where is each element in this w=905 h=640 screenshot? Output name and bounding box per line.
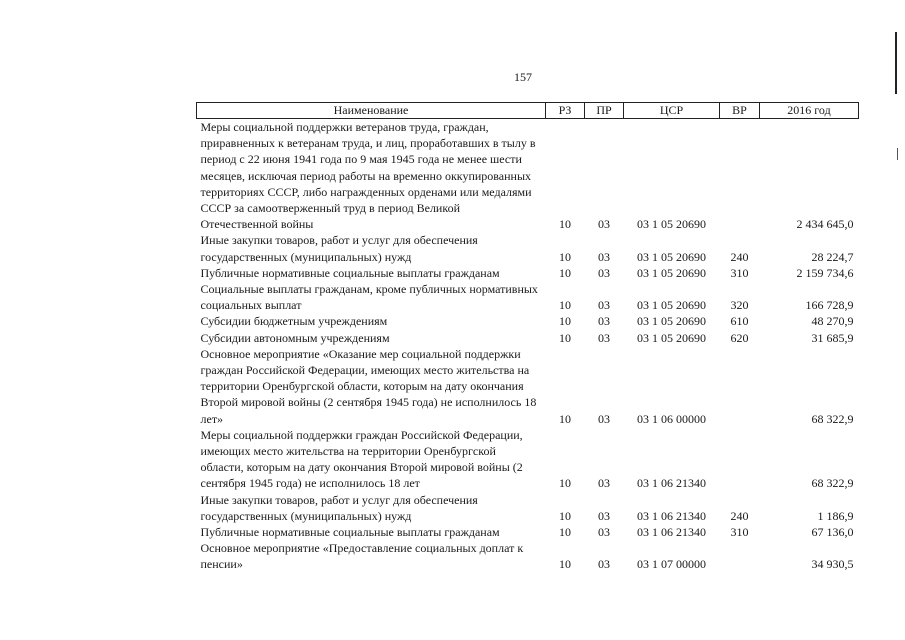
row-value: 166 728,9: [805, 298, 854, 313]
scan-edge-mark-small: [897, 148, 898, 160]
row-value: 1 186,9: [817, 508, 854, 523]
row-name: Публичные нормативные социальные выплаты гражданам: [200, 265, 500, 280]
row-csr: 03 1 05 20690: [637, 217, 706, 232]
row-value: 28 224,7: [811, 249, 854, 264]
header-row: [197, 103, 859, 119]
row-value: 31 685,9: [811, 330, 854, 345]
row-pr: 03: [598, 298, 610, 313]
budget-table-container: [196, 102, 858, 573]
row-value: 68 322,9: [811, 476, 854, 491]
row-value: 34 930,5: [811, 557, 854, 572]
table-row: [197, 427, 859, 492]
row-rz: 10: [559, 525, 571, 540]
row-rz: 10: [559, 314, 571, 329]
row-vr: 610: [730, 314, 749, 329]
table-row: [197, 492, 859, 524]
row-name: Публичные нормативные социальные выплаты гражданам: [200, 525, 500, 540]
row-rz: 10: [559, 476, 571, 491]
row-name: Иные закупки товаров, работ и услуг для обеспечения государственных (муниципальных) нужд: [200, 492, 478, 523]
row-name: Меры социальной поддержки ветеранов труда, граждан, приравненных к ветеранам труда, и лиц, проработавших в тылу в период с 22 июня 1941 года по 9 мая 1945 года не менее шести месяцев, исключая период работы на временно оккупированных территориях СССР, либо награжденных орденами или медалями СССР за самоотверженный труд в период Великой Отечественной войны: [200, 120, 536, 232]
row-rz: 10: [559, 298, 571, 313]
row-csr: 03 1 05 20690: [637, 265, 706, 280]
row-csr: 03 1 07 00000: [637, 557, 706, 572]
row-vr: 320: [730, 298, 749, 313]
row-vr: 240: [730, 249, 749, 264]
row-pr: 03: [598, 249, 610, 264]
header-value: 2016 год: [760, 103, 859, 119]
row-value: 2 434 645,0: [796, 217, 854, 232]
row-vr: [720, 346, 760, 427]
row-vr: [720, 540, 760, 572]
row-name: Основное мероприятие «Оказание мер социальной поддержки граждан Российской Федерации, имеющих место жительства на территории Оренбургской области, которым на дату окончания Второй мировой войны (2 сентября 1945 года) не исполнилось 18 лет»: [200, 346, 537, 426]
row-name: Меры социальной поддержки граждан Российской Федерации, имеющих место жительства на территории Оренбургской области, которым на дату окончания Второй мировой войны (2 сентября 1945 года) не исполнилось 18 лет: [200, 427, 523, 491]
row-pr: 03: [598, 411, 610, 426]
row-rz: 10: [559, 557, 571, 572]
row-value: 2 159 734,6: [796, 265, 854, 280]
row-csr: 03 1 06 21340: [637, 476, 706, 491]
row-csr: 03 1 05 20690: [637, 298, 706, 313]
table-row: [197, 232, 859, 264]
row-rz: 10: [559, 330, 571, 345]
header-rz: РЗ: [546, 103, 585, 119]
row-rz: 10: [559, 249, 571, 264]
row-vr: 310: [730, 525, 749, 540]
row-name: Социальные выплаты гражданам, кроме публичных нормативных социальных выплат: [200, 282, 538, 313]
row-pr: 03: [598, 508, 610, 523]
table-row: [197, 524, 859, 540]
row-pr: 03: [598, 330, 610, 345]
row-csr: 03 1 05 20690: [637, 330, 706, 345]
row-value: 48 270,9: [811, 314, 854, 329]
row-vr: [720, 119, 760, 233]
row-pr: 03: [598, 525, 610, 540]
header-name: Наименование: [197, 103, 546, 119]
row-csr: 03 1 06 21340: [637, 508, 706, 523]
row-name: Субсидии автономным учреждениям: [200, 330, 390, 345]
row-rz: 10: [559, 411, 571, 426]
row-vr: [720, 427, 760, 492]
table-row: [197, 540, 859, 572]
row-name: Иные закупки товаров, работ и услуг для обеспечения государственных (муниципальных) нужд: [200, 233, 478, 264]
table-row: [197, 346, 859, 427]
table-row: [197, 313, 859, 329]
table-row: [197, 265, 859, 281]
table-row: [197, 330, 859, 346]
row-pr: 03: [598, 314, 610, 329]
row-csr: 03 1 05 20690: [637, 249, 706, 264]
row-pr: 03: [598, 476, 610, 491]
row-csr: 03 1 06 21340: [637, 525, 706, 540]
row-value: 67 136,0: [811, 525, 854, 540]
row-pr: 03: [598, 217, 610, 232]
header-vr: ВР: [720, 103, 760, 119]
table-row: [197, 119, 859, 233]
row-rz: 10: [559, 508, 571, 523]
row-name: Основное мероприятие «Предоставление социальных доплат к пенсии»: [200, 541, 524, 572]
row-csr: 03 1 06 00000: [637, 411, 706, 426]
row-pr: 03: [598, 557, 610, 572]
table-body: [197, 119, 859, 573]
row-rz: 10: [559, 265, 571, 280]
scan-edge-mark: [895, 32, 897, 94]
row-vr: 310: [730, 265, 749, 280]
table-header: [197, 103, 859, 119]
header-pr: ПР: [585, 103, 624, 119]
header-csr: ЦСР: [624, 103, 720, 119]
row-rz: 10: [559, 217, 571, 232]
row-vr: 240: [730, 508, 749, 523]
row-value: 68 322,9: [811, 411, 854, 426]
budget-table: [196, 102, 859, 573]
row-pr: 03: [598, 265, 610, 280]
row-csr: 03 1 05 20690: [637, 314, 706, 329]
table-row: [197, 281, 859, 313]
page-number: 157: [514, 70, 532, 84]
row-vr: 620: [730, 330, 749, 345]
row-name: Субсидии бюджетным учреждениям: [200, 314, 388, 329]
